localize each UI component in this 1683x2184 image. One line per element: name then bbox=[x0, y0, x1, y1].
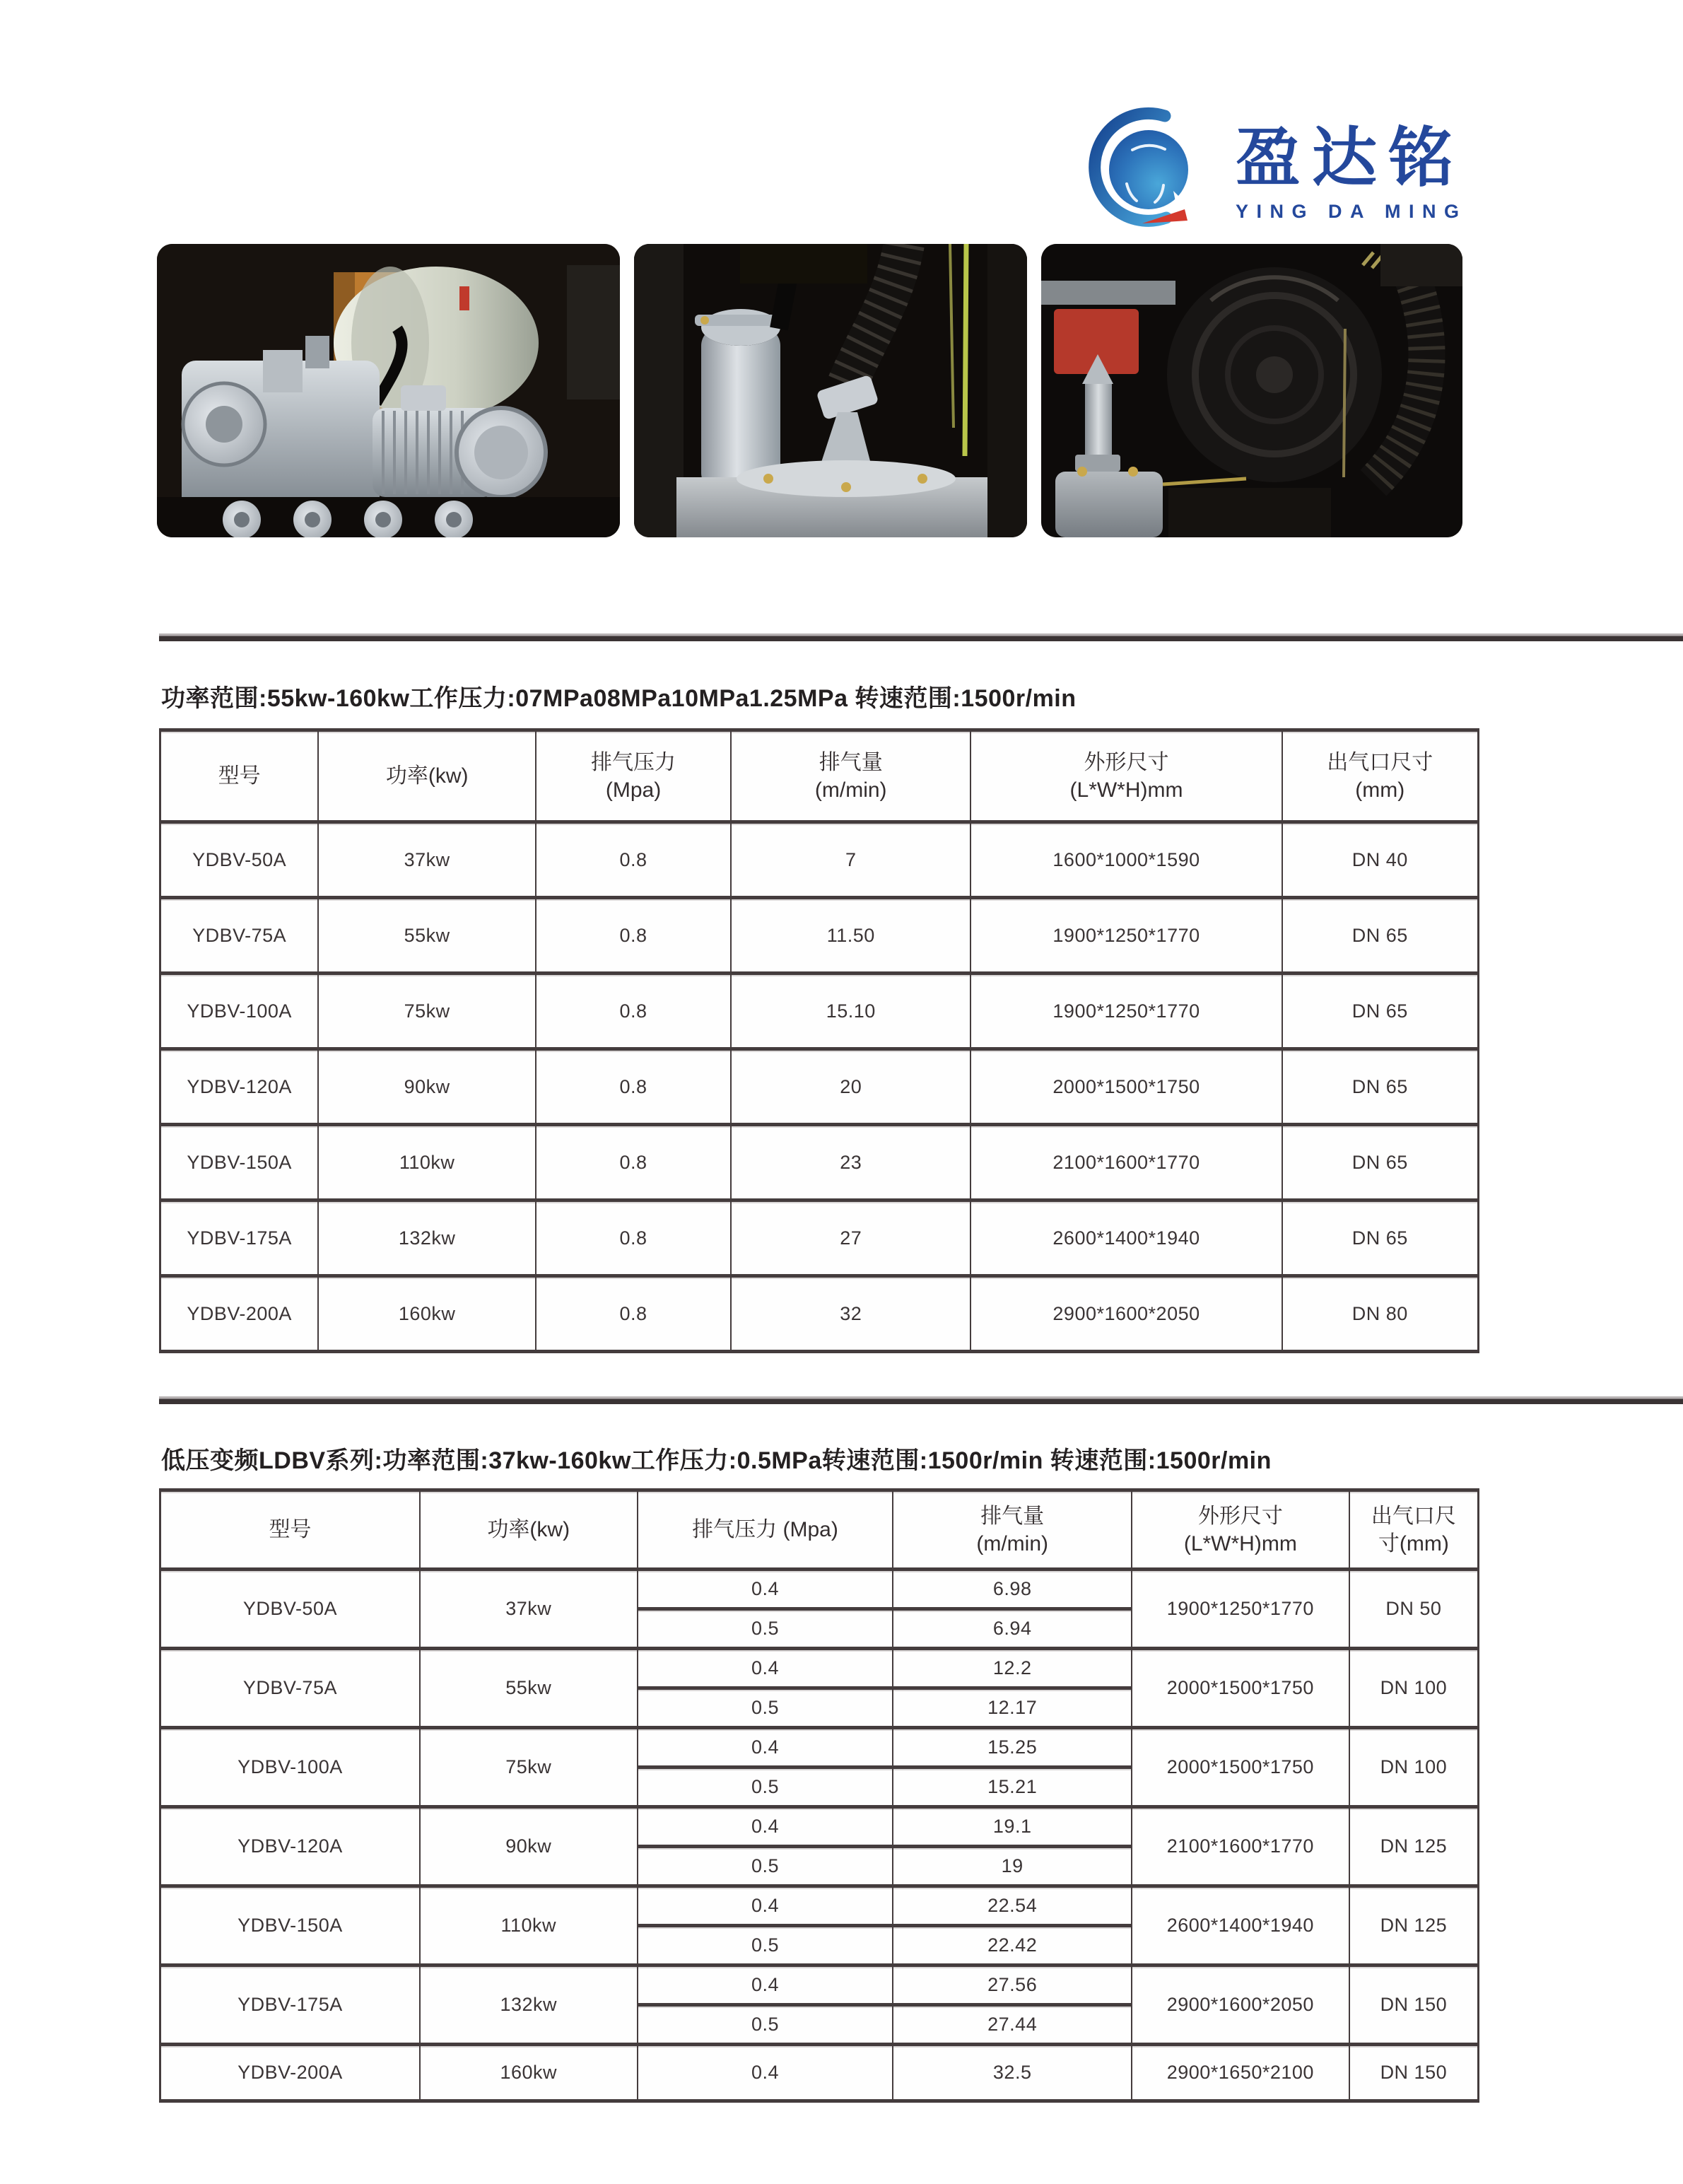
t1-column-header: 排气压力 (Mpa) bbox=[536, 730, 731, 822]
cell-dimensions: 2900*1650*2100 bbox=[1132, 2045, 1349, 2101]
cell-model: YDBV-175A bbox=[160, 1966, 420, 2045]
cell-pressure: 0.8 bbox=[536, 1125, 731, 1201]
table-row bbox=[160, 1728, 1479, 1768]
cell-power: 110kw bbox=[420, 1886, 638, 1966]
cell-outlet-size: DN 65 bbox=[1282, 974, 1479, 1049]
cell-model: YDBV-175A bbox=[160, 1201, 319, 1276]
cell-dimensions: 2600*1400*1940 bbox=[970, 1201, 1282, 1276]
cell-pressure: 0.4 bbox=[638, 1966, 893, 2005]
cell-pressure: 0.8 bbox=[536, 898, 731, 974]
t2-column-header: 型号 bbox=[160, 1490, 420, 1570]
section-divider-bar bbox=[159, 633, 1683, 641]
cell-pressure: 0.5 bbox=[638, 1768, 893, 1807]
cell-power: 160kw bbox=[420, 2045, 638, 2101]
cell-model: YDBV-50A bbox=[160, 822, 319, 898]
cell-outlet-size: DN 65 bbox=[1282, 1125, 1479, 1201]
table-row bbox=[160, 1966, 1479, 2005]
table-row bbox=[160, 2045, 1479, 2101]
table-header-row bbox=[160, 1490, 1479, 1570]
section2-title: 低压变频LDBV系列:功率范围:37kw-160kw工作压力:0.5MPa转速范围:1500r/min 转速范围:1500r/min bbox=[161, 1447, 1272, 1474]
cell-volume: 12.2 bbox=[893, 1649, 1132, 1688]
t1-column-header: 排气量 (m/min) bbox=[731, 730, 970, 822]
cell-dimensions: 2600*1400*1940 bbox=[1132, 1886, 1349, 1966]
cell-volume: 23 bbox=[731, 1125, 970, 1201]
cell-outlet-size: DN 50 bbox=[1349, 1570, 1479, 1649]
cell-power: 37kw bbox=[318, 822, 536, 898]
table-row bbox=[160, 974, 1479, 1049]
cell-volume: 15.21 bbox=[893, 1768, 1132, 1807]
t2-column-header: 出气口尺 寸(mm) bbox=[1349, 1490, 1479, 1570]
cell-pressure: 0.4 bbox=[638, 1728, 893, 1768]
cell-pressure: 0.5 bbox=[638, 1847, 893, 1886]
cell-volume: 12.17 bbox=[893, 1688, 1132, 1728]
cell-power: 75kw bbox=[420, 1728, 638, 1807]
t1-column-header: 外形尺寸 (L*W*H)mm bbox=[970, 730, 1282, 822]
t1-column-header: 出气口尺寸 (mm) bbox=[1282, 730, 1479, 822]
table-row bbox=[160, 1649, 1479, 1688]
cell-volume: 32.5 bbox=[893, 2045, 1132, 2101]
table-row bbox=[160, 822, 1479, 898]
cell-model: YDBV-120A bbox=[160, 1807, 420, 1886]
table-row bbox=[160, 1570, 1479, 1609]
cell-volume: 32 bbox=[731, 1276, 970, 1352]
cell-pressure: 0.8 bbox=[536, 974, 731, 1049]
cell-outlet-size: DN 80 bbox=[1282, 1276, 1479, 1352]
section1-title: 功率范围:55kw-160kw工作压力:07MPa08MPa10MPa1.25MPa 转速范围:1500r/min bbox=[161, 685, 1077, 712]
cell-volume: 22.42 bbox=[893, 1926, 1132, 1966]
cell-dimensions: 1900*1250*1770 bbox=[970, 974, 1282, 1049]
cell-pressure: 0.5 bbox=[638, 1609, 893, 1649]
cell-volume: 7 bbox=[731, 822, 970, 898]
cell-model: YDBV-120A bbox=[160, 1049, 319, 1125]
cell-dimensions: 2900*1600*2050 bbox=[970, 1276, 1282, 1352]
cell-model: YDBV-100A bbox=[160, 974, 319, 1049]
cell-outlet-size: DN 65 bbox=[1282, 1201, 1479, 1276]
cell-power: 132kw bbox=[318, 1201, 536, 1276]
cell-dimensions: 1600*1000*1590 bbox=[970, 822, 1282, 898]
cell-power: 75kw bbox=[318, 974, 536, 1049]
t1-column-header: 功率(kw) bbox=[318, 730, 536, 822]
product-photo-air-filter bbox=[1041, 244, 1462, 537]
t1-column-header: 型号 bbox=[160, 730, 319, 822]
cell-volume: 22.54 bbox=[893, 1886, 1132, 1926]
section-divider-bar bbox=[159, 1396, 1683, 1404]
cell-model: YDBV-50A bbox=[160, 1570, 420, 1649]
cell-dimensions: 1900*1250*1770 bbox=[970, 898, 1282, 974]
cell-volume: 15.10 bbox=[731, 974, 970, 1049]
logo-company-name: 盈达铭 bbox=[1236, 122, 1465, 194]
product-photo-airend bbox=[157, 244, 620, 537]
cell-pressure: 0.4 bbox=[638, 1649, 893, 1688]
cell-outlet-size: DN 100 bbox=[1349, 1728, 1479, 1807]
cell-dimensions: 1900*1250*1770 bbox=[1132, 1570, 1349, 1649]
cell-dimensions: 2100*1600*1770 bbox=[970, 1125, 1282, 1201]
cell-pressure: 0.4 bbox=[638, 1886, 893, 1926]
cell-dimensions: 2000*1500*1750 bbox=[1132, 1728, 1349, 1807]
cell-pressure: 0.4 bbox=[638, 1570, 893, 1609]
cell-volume: 27.44 bbox=[893, 2005, 1132, 2045]
cell-volume: 27.56 bbox=[893, 1966, 1132, 2005]
cell-outlet-size: DN 65 bbox=[1282, 1049, 1479, 1125]
cell-pressure: 0.5 bbox=[638, 2005, 893, 2045]
cell-volume: 19.1 bbox=[893, 1807, 1132, 1847]
logo-company-name-pinyin: YING DA MING bbox=[1236, 201, 1467, 222]
cell-pressure: 0.4 bbox=[638, 2045, 893, 2101]
cell-outlet-size: DN 100 bbox=[1349, 1649, 1479, 1728]
cell-model: YDBV-75A bbox=[160, 898, 319, 974]
cell-dimensions: 2900*1600*2050 bbox=[1132, 1966, 1349, 2045]
cell-pressure: 0.4 bbox=[638, 1807, 893, 1847]
cell-model: YDBV-150A bbox=[160, 1886, 420, 1966]
table-row bbox=[160, 1125, 1479, 1201]
cell-volume: 6.94 bbox=[893, 1609, 1132, 1649]
logo-mark-icon bbox=[1080, 106, 1206, 235]
cell-pressure: 0.5 bbox=[638, 1688, 893, 1728]
cell-pressure: 0.8 bbox=[536, 1049, 731, 1125]
cell-power: 55kw bbox=[420, 1649, 638, 1728]
product-photo-strip bbox=[157, 244, 1462, 537]
cell-dimensions: 2000*1500*1750 bbox=[1132, 1649, 1349, 1728]
spec-table-low-pressure-vfd bbox=[159, 1488, 1479, 2103]
cell-volume: 6.98 bbox=[893, 1570, 1132, 1609]
cell-outlet-size: DN 65 bbox=[1282, 898, 1479, 974]
cell-model: YDBV-150A bbox=[160, 1125, 319, 1201]
cell-outlet-size: DN 125 bbox=[1349, 1886, 1479, 1966]
t2-column-header: 外形尺寸 (L*W*H)mm bbox=[1132, 1490, 1349, 1570]
cell-power: 90kw bbox=[420, 1807, 638, 1886]
cell-volume: 11.50 bbox=[731, 898, 970, 974]
cell-power: 37kw bbox=[420, 1570, 638, 1649]
table-row bbox=[160, 1807, 1479, 1847]
cell-pressure: 0.8 bbox=[536, 1276, 731, 1352]
cell-power: 160kw bbox=[318, 1276, 536, 1352]
cell-model: YDBV-75A bbox=[160, 1649, 420, 1728]
t2-column-header: 排气量 (m/min) bbox=[893, 1490, 1132, 1570]
cell-power: 132kw bbox=[420, 1966, 638, 2045]
t2-column-header: 排气压力 (Mpa) bbox=[638, 1490, 893, 1570]
cell-dimensions: 2000*1500*1750 bbox=[970, 1049, 1282, 1125]
table-row bbox=[160, 1886, 1479, 1926]
cell-power: 110kw bbox=[318, 1125, 536, 1201]
cell-volume: 20 bbox=[731, 1049, 970, 1125]
cell-pressure: 0.5 bbox=[638, 1926, 893, 1966]
spec-table-fixed-speed bbox=[159, 728, 1479, 1353]
cell-power: 90kw bbox=[318, 1049, 536, 1125]
cell-model: YDBV-200A bbox=[160, 2045, 420, 2101]
table-header-row bbox=[160, 730, 1479, 822]
company-logo bbox=[1080, 106, 1467, 235]
table-row bbox=[160, 1049, 1479, 1125]
cell-volume: 19 bbox=[893, 1847, 1132, 1886]
table-row bbox=[160, 898, 1479, 974]
cell-dimensions: 2100*1600*1770 bbox=[1132, 1807, 1349, 1886]
table-row bbox=[160, 1201, 1479, 1276]
cell-outlet-size: DN 40 bbox=[1282, 822, 1479, 898]
cell-outlet-size: DN 150 bbox=[1349, 1966, 1479, 2045]
cell-model: YDBV-100A bbox=[160, 1728, 420, 1807]
product-photo-piping bbox=[634, 244, 1027, 537]
t2-column-header: 功率(kw) bbox=[420, 1490, 638, 1570]
cell-volume: 15.25 bbox=[893, 1728, 1132, 1768]
cell-pressure: 0.8 bbox=[536, 1201, 731, 1276]
cell-pressure: 0.8 bbox=[536, 822, 731, 898]
cell-volume: 27 bbox=[731, 1201, 970, 1276]
cell-outlet-size: DN 150 bbox=[1349, 2045, 1479, 2101]
cell-outlet-size: DN 125 bbox=[1349, 1807, 1479, 1886]
table-row bbox=[160, 1276, 1479, 1352]
cell-model: YDBV-200A bbox=[160, 1276, 319, 1352]
cell-power: 55kw bbox=[318, 898, 536, 974]
